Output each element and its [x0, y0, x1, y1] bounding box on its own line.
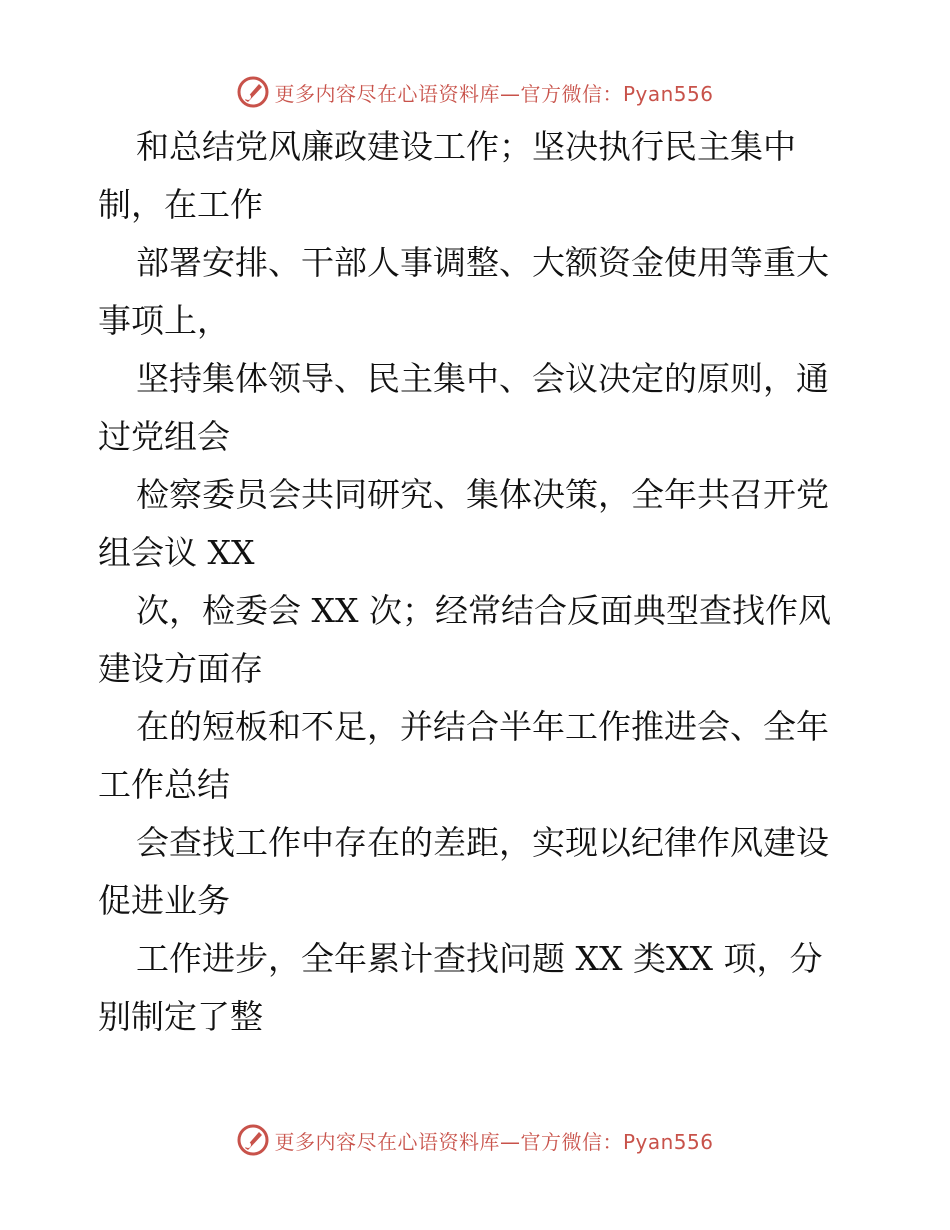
line-tail: 建设方面存: [98, 649, 263, 688]
footer-watermark: [0, 1120, 950, 1160]
footer-watermark-text: 更多内容尽在心语资料库—官方微信：Pyan556: [274, 1129, 714, 1154]
pen-logo-icon: [236, 1123, 270, 1157]
line-lead: 坚持集体领导、民主集中、会议决定的原则，通: [136, 359, 829, 398]
line-tail: 组会议 XX: [98, 533, 255, 572]
line-tail: 促进业务: [98, 881, 230, 920]
line-lead: 和总结党风廉政建设工作；坚决执行民主集中: [136, 127, 796, 166]
line-lead: 次，检委会 XX 次；经常结合反面典型查找作风: [136, 591, 831, 630]
paragraph-1: [98, 118, 858, 234]
line-tail: 制，在工作: [98, 185, 263, 224]
header-watermark: [0, 72, 950, 112]
line-tail: 过党组会: [98, 417, 230, 456]
paragraph-8: [98, 930, 858, 1046]
header-watermark-text: 更多内容尽在心语资料库—官方微信：Pyan556: [274, 81, 714, 106]
line-tail: 工作总结: [98, 765, 230, 804]
line-lead: 会查找工作中存在的差距，实现以纪律作风建设: [136, 823, 829, 862]
line-lead: 工作进步，全年累计查找问题 XX 类XX 项，分: [136, 939, 823, 978]
paragraph-7: [98, 814, 858, 930]
paragraph-3: [98, 350, 858, 466]
document-body: [98, 118, 858, 1046]
line-lead: 在的短板和不足，并结合半年工作推进会、全年: [136, 707, 829, 746]
paragraph-2: [98, 234, 858, 350]
line-tail: 事项上，: [98, 301, 230, 340]
paragraph-5: [98, 582, 858, 698]
line-lead: 部署安排、干部人事调整、大额资金使用等重大: [136, 243, 829, 282]
paragraph-4: [98, 466, 858, 582]
paragraph-6: [98, 698, 858, 814]
pen-logo-icon: [236, 75, 270, 109]
line-lead: 检察委员会共同研究、集体决策，全年共召开党: [136, 475, 829, 514]
line-tail: 别制定了整: [98, 997, 263, 1036]
